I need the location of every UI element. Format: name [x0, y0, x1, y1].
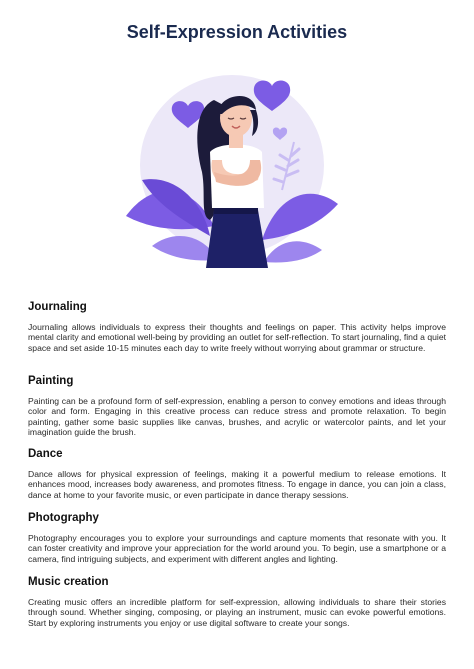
section-dance [28, 448, 446, 500]
section-body: Journaling allows individuals to express their thoughts and feelings on paper. This activity helps improve mental clarity and emotional well-being by providing an outlet for self-reflection. To start journaling, find a quiet space and set aside 10-15 minutes each day to write freely without worrying about grammar or structure. [28, 322, 446, 353]
section-body: Painting can be a profound form of self-expression, enabling a person to convey emotions and ideas through color and form. Engaging in this creative process can reduce stress and promote relaxation. To begin painting, gather some basic supplies like canvas, brushes, and acrylic or watercolor paints, and let your imagination guide the brush. [28, 396, 446, 437]
section-body: Creating music offers an incredible platform for self-expression, allowing individuals to share their stories through sound. Whether singing, composing, or playing an instrument, music can evoke powerful emotions. Start by exploring instruments you enjoy or use digital software to create your songs. [28, 597, 446, 628]
section-photography [28, 512, 446, 564]
woman-hugging-self-icon [122, 70, 342, 270]
section-body: Photography encourages you to explore your surroundings and capture moments that resonate with you. It can foster creativity and improve your appreciation for the world around you. To begin, use a smartphone or a camera, find intriguing subjects, and experiment with different angles and lighting. [28, 533, 446, 564]
section-music-creation [28, 576, 446, 628]
page-title: Self-Expression Activities [126, 22, 348, 42]
self-expression-illustration [122, 70, 342, 270]
section-heading: Photography [28, 512, 99, 524]
section-body: Dance allows for physical expression of feelings, making it a powerful medium to release emotions. It enhances mood, increases body awareness, and promotes fitness. To engage in dance, you can join a class, dance at home to your favorite music, or even participate in dance therapy sessions. [28, 469, 446, 500]
section-journaling [28, 301, 446, 353]
section-heading: Music creation [28, 576, 109, 588]
section-painting [28, 375, 446, 437]
section-heading: Journaling [28, 301, 87, 313]
section-heading: Dance [28, 448, 63, 460]
section-heading: Painting [28, 375, 74, 387]
